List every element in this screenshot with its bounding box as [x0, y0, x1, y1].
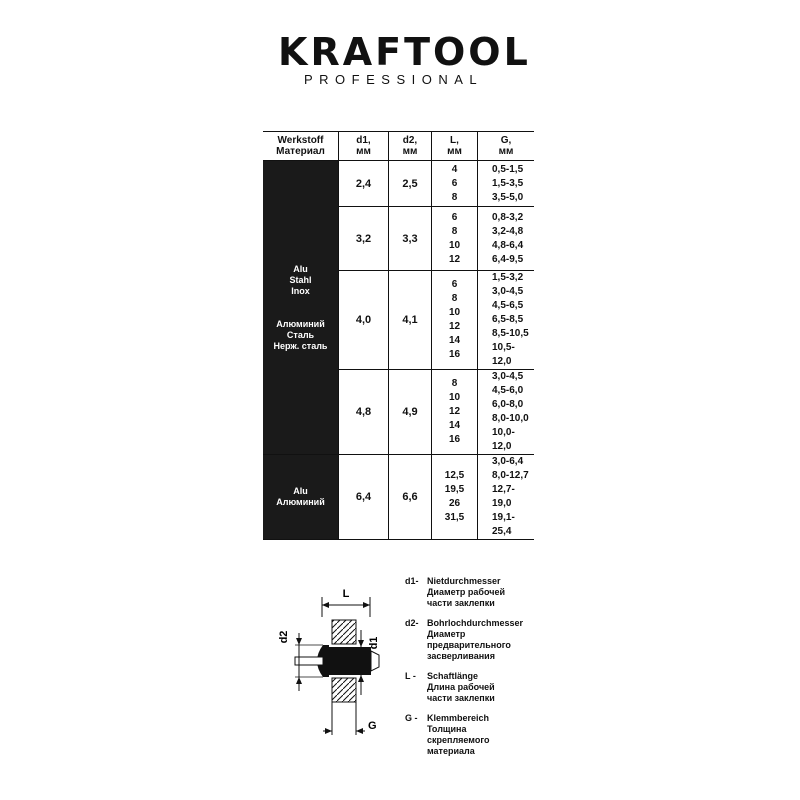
d1-value: 4,0 [339, 271, 389, 370]
legend-item-L: L - Schaftlänge Длина рабочей части заклепки [405, 671, 495, 703]
table-row [263, 161, 534, 207]
grip-values: 1,5-3,2 3,0-4,5 4,5-6,5 6,5-8,5 8,5-10,5 10,5-12,0 [478, 271, 535, 370]
label-L: L [342, 588, 350, 600]
brand-logo [270, 28, 530, 88]
length-values: 12,5 19,5 26 31,5 [432, 455, 478, 540]
header-length: L, мм [432, 132, 478, 161]
plate-lower [332, 678, 356, 702]
grip-values: 0,8-3,2 3,2-4,8 4,8-6,4 6,4-9,5 [478, 207, 535, 271]
diagram-legend [405, 576, 605, 766]
d2-value: 4,1 [389, 271, 432, 370]
rivet-spec-table [263, 131, 534, 540]
legend-item-d1: d1- Nietdurchmesser Диаметр рабочей части заклепки [405, 576, 505, 608]
length-values: 4 6 8 [432, 161, 478, 207]
label-G: G [368, 720, 377, 732]
legend-item-d2: d2- Bohrlochdurchmesser Диаметр предварительного засверливания [405, 618, 524, 661]
length-values: 8 10 12 14 16 [432, 370, 478, 455]
d1-value: 2,4 [339, 161, 389, 207]
d2-value: 6,6 [389, 455, 432, 540]
d2-value: 4,9 [389, 370, 432, 455]
table-row [263, 455, 534, 540]
length-dimension [322, 588, 370, 617]
d1-value: 4,8 [339, 370, 389, 455]
header-material: Werkstoff Материал [276, 135, 325, 157]
d2-value: 3,3 [389, 207, 432, 271]
d2-value: 2,5 [389, 161, 432, 207]
rivet-body [295, 645, 379, 677]
table-header-row [263, 132, 534, 161]
length-values: 6 8 10 12 [432, 207, 478, 271]
brand-name: KRAFTOOL [278, 30, 531, 74]
grip-dimension [323, 702, 377, 735]
d1-value: 6,4 [339, 455, 389, 540]
legend-item-G: G - Klemmbereich Толщина скрепляемого материала [405, 713, 490, 756]
label-d2: d2 [278, 630, 290, 644]
material-cell-alu: Alu Алюминий [263, 455, 339, 540]
label-d1: d1 [368, 636, 380, 650]
brand-subtitle: PROFESSIONAL [304, 72, 484, 87]
header-d2: d2, мм [389, 132, 432, 161]
length-values: 6 8 10 12 14 16 [432, 271, 478, 370]
grip-values: 3,0-4,5 4,5-6,0 6,0-8,0 8,0-10,0 10,0-12,0 [478, 370, 535, 455]
plate-upper [332, 620, 356, 644]
material-cell-alu-steel-inox: Alu Stahl Inox Алюминий Сталь Нерж. сталь [263, 161, 339, 455]
d1-value: 3,2 [339, 207, 389, 271]
grip-values: 0,5-1,5 1,5-3,5 3,5-5,0 [478, 161, 535, 207]
header-grip: G, мм [478, 132, 535, 161]
grip-values: 3,0-6,4 8,0-12,7 12,7-19,0 19,1-25,4 [478, 455, 535, 540]
header-d1: d1, мм [339, 132, 389, 161]
rivet-diagram [265, 575, 395, 745]
